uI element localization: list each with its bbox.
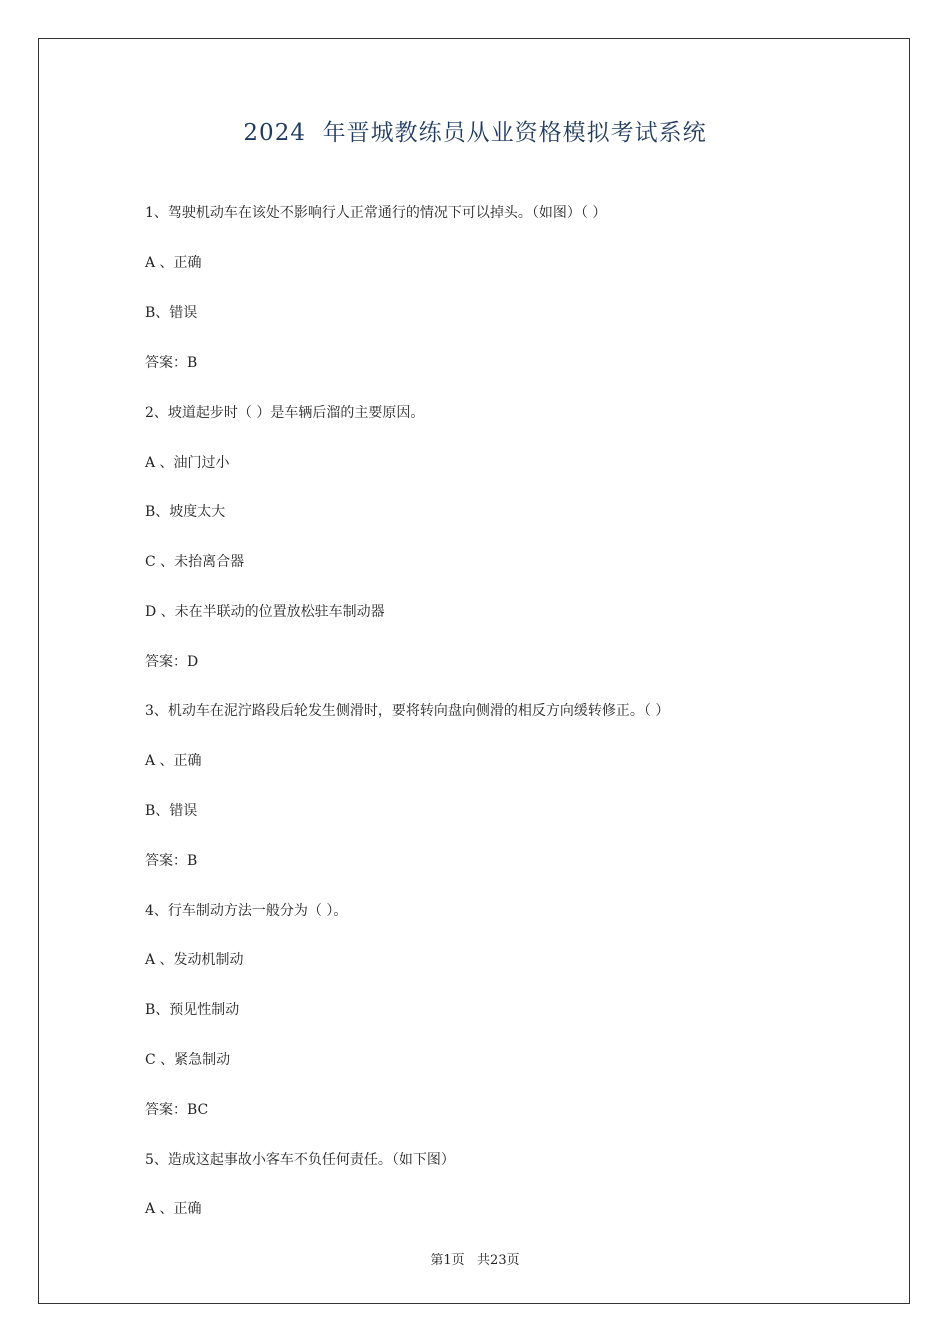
question-2-option-d: D 、未在半联动的位置放松驻车制动器 bbox=[145, 604, 385, 620]
question-4-option-a: A 、发动机制动 bbox=[145, 952, 244, 968]
question-1-answer: 答案：B bbox=[145, 355, 198, 371]
question-2-option-c: C 、未抬离合器 bbox=[145, 554, 245, 570]
question-1-option-b: B、错误 bbox=[145, 305, 198, 321]
question-2-text: 2、坡道起步时（ ）是车辆后溜的主要原因。 bbox=[145, 405, 425, 421]
question-1-text: 1、驾驶机动车在该处不影响行人正常通行的情况下可以掉头。（如图）（ ） bbox=[145, 205, 607, 221]
question-3-answer: 答案：B bbox=[145, 853, 198, 869]
question-2-option-b: B、坡度太大 bbox=[145, 504, 226, 520]
question-2-option-a: A 、油门过小 bbox=[145, 455, 230, 471]
question-1-option-a: A 、正确 bbox=[145, 255, 202, 271]
question-4-answer: 答案：BC bbox=[145, 1102, 209, 1118]
question-3-option-a: A 、正确 bbox=[145, 753, 202, 769]
document-title: 2024 年晋城教练员从业资格模拟考试系统 bbox=[243, 120, 707, 146]
page-number-footer: 第1页 共23页 bbox=[430, 1253, 520, 1268]
question-3-option-b: B、错误 bbox=[145, 803, 198, 819]
question-2-answer: 答案：D bbox=[145, 654, 199, 670]
question-4-text: 4、行车制动方法一般分为（ ）。 bbox=[145, 903, 348, 919]
question-4-option-b: B、预见性制动 bbox=[145, 1002, 240, 1018]
question-5-text: 5、造成这起事故小客车不负任何责任。（如下图） bbox=[145, 1152, 455, 1168]
question-3-text: 3、机动车在泥泞路段后轮发生侧滑时，要将转向盘向侧滑的相反方向缓转修正。（ ） bbox=[145, 703, 670, 719]
question-5-option-a: A 、正确 bbox=[145, 1201, 202, 1217]
question-4-option-c: C 、紧急制动 bbox=[145, 1052, 231, 1068]
